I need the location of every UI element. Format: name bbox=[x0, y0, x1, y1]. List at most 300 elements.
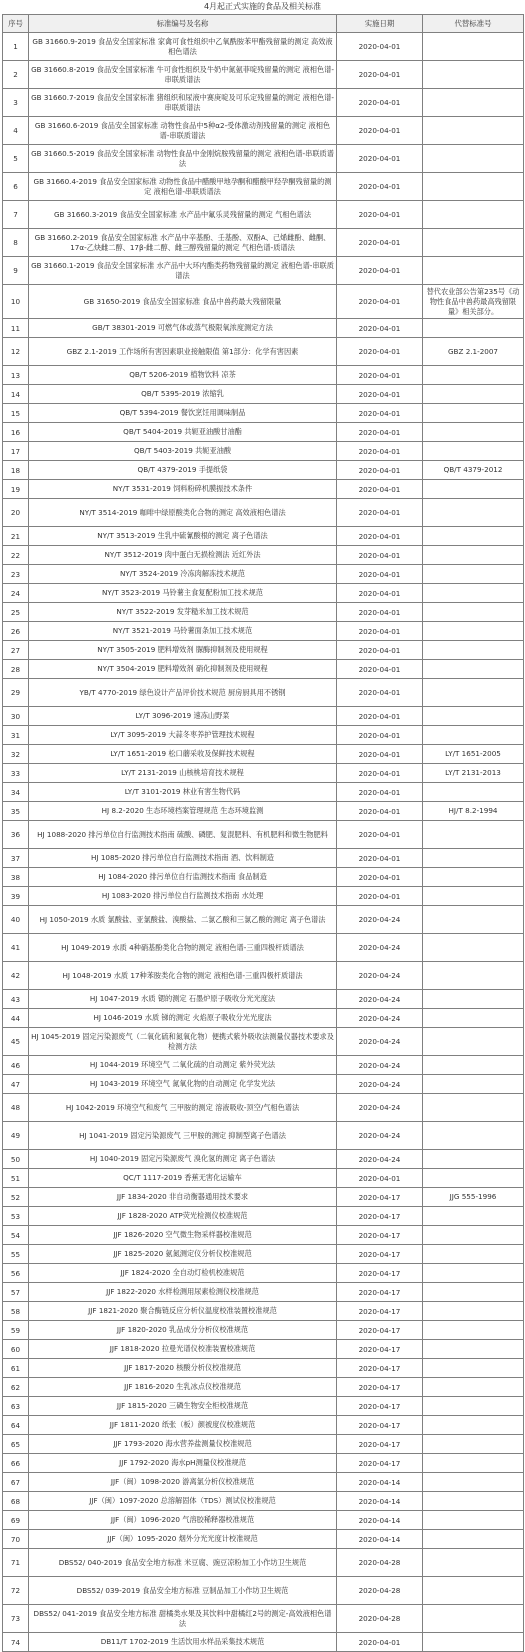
table-row bbox=[3, 1009, 524, 1028]
cell-date: 2020-04-01 bbox=[337, 565, 423, 584]
cell-no: 4 bbox=[3, 117, 29, 145]
cell-standard: QB/T 5394-2019 餐饮烹饪用调味制品 bbox=[29, 404, 337, 423]
cell-replace bbox=[423, 442, 524, 461]
cell-no: 52 bbox=[3, 1188, 29, 1207]
cell-date: 2020-04-24 bbox=[337, 962, 423, 990]
table-row bbox=[3, 1435, 524, 1454]
cell-date: 2020-04-01 bbox=[337, 145, 423, 173]
cell-no: 42 bbox=[3, 962, 29, 990]
cell-no: 33 bbox=[3, 764, 29, 783]
cell-standard: JJF 1811-2020 纸张（板）颜被度仪校准规范 bbox=[29, 1416, 337, 1435]
cell-no: 28 bbox=[3, 660, 29, 679]
table-row bbox=[3, 1340, 524, 1359]
cell-date: 2020-04-01 bbox=[337, 868, 423, 887]
cell-date: 2020-04-01 bbox=[337, 707, 423, 726]
cell-standard: GB 31660.7-2019 食品安全国家标准 猪组织和尿液中赛庚啶及可乐定残留量的测定 液相色谱-串联质谱法 bbox=[29, 89, 337, 117]
table-row bbox=[3, 480, 524, 499]
table-row bbox=[3, 1056, 524, 1075]
cell-replace: JJG 555-1996 bbox=[423, 1188, 524, 1207]
cell-standard: HJ 1041-2019 固定污染源废气 三甲胺的测定 抑制型离子色谱法 bbox=[29, 1122, 337, 1150]
cell-no: 56 bbox=[3, 1264, 29, 1283]
cell-replace bbox=[423, 641, 524, 660]
cell-no: 72 bbox=[3, 1577, 29, 1605]
cell-no: 24 bbox=[3, 584, 29, 603]
cell-date: 2020-04-01 bbox=[337, 366, 423, 385]
cell-no: 38 bbox=[3, 868, 29, 887]
table-row bbox=[3, 1075, 524, 1094]
cell-date: 2020-04-28 bbox=[337, 1549, 423, 1577]
cell-standard: LY/T 3095-2019 大蒜冬枣养护管理技术规程 bbox=[29, 726, 337, 745]
table-row bbox=[3, 1028, 524, 1056]
cell-replace bbox=[423, 61, 524, 89]
cell-standard: GB 31660.4-2019 食品安全国家标准 动物性食品中醋酸甲地孕酮和醋酸甲羟孕酮残留量的测定 液相色谱-串联质谱法 bbox=[29, 173, 337, 201]
table-row bbox=[3, 117, 524, 145]
cell-date: 2020-04-01 bbox=[337, 849, 423, 868]
cell-date: 2020-04-17 bbox=[337, 1359, 423, 1378]
cell-no: 53 bbox=[3, 1207, 29, 1226]
table-row bbox=[3, 201, 524, 229]
cell-date: 2020-04-01 bbox=[337, 726, 423, 745]
cell-no: 35 bbox=[3, 802, 29, 821]
cell-standard: GB 31660.9-2019 食品安全国家标准 家禽可食性组织中乙氧酰胺苯甲酯残留量的测定 高效液相色谱法 bbox=[29, 33, 337, 61]
cell-date: 2020-04-17 bbox=[337, 1245, 423, 1264]
cell-date: 2020-04-28 bbox=[337, 1577, 423, 1605]
table-row bbox=[3, 849, 524, 868]
table-row bbox=[3, 1150, 524, 1169]
cell-standard: HJ 1045-2019 固定污染源废气（二氧化硫和氮氧化物）便携式紫外吸收法测量仪器技术要求及检测方法 bbox=[29, 1028, 337, 1056]
cell-replace bbox=[423, 1302, 524, 1321]
cell-date: 2020-04-01 bbox=[337, 1169, 423, 1188]
cell-standard: JJF 1824-2020 全自动灯检机校准规范 bbox=[29, 1264, 337, 1283]
cell-date: 2020-04-14 bbox=[337, 1511, 423, 1530]
cell-date: 2020-04-24 bbox=[337, 1094, 423, 1122]
table-row bbox=[3, 1549, 524, 1577]
table-row bbox=[3, 1511, 524, 1530]
cell-standard: HJ 1044-2019 环境空气 二氧化硫的自动测定 紫外荧光法 bbox=[29, 1056, 337, 1075]
cell-date: 2020-04-01 bbox=[337, 257, 423, 285]
cell-date: 2020-04-01 bbox=[337, 319, 423, 338]
cell-no: 5 bbox=[3, 145, 29, 173]
cell-date: 2020-04-01 bbox=[337, 887, 423, 906]
table-row bbox=[3, 423, 524, 442]
cell-replace bbox=[423, 1009, 524, 1028]
table-row bbox=[3, 1321, 524, 1340]
table-row bbox=[3, 821, 524, 849]
cell-standard: NY/T 3504-2019 肥料增效剂 硝化抑制剂及使用规程 bbox=[29, 660, 337, 679]
cell-no: 30 bbox=[3, 707, 29, 726]
cell-replace bbox=[423, 1122, 524, 1150]
cell-replace bbox=[423, 229, 524, 257]
cell-standard: HJ 1085-2020 排污单位自行监测技术指南 酒、饮料制造 bbox=[29, 849, 337, 868]
cell-replace bbox=[423, 546, 524, 565]
cell-standard: GB 31660.1-2019 食品安全国家标准 水产品中大环内酯类药物残留量的测定 液相色谱-串联质谱法 bbox=[29, 257, 337, 285]
cell-no: 49 bbox=[3, 1122, 29, 1150]
cell-date: 2020-04-24 bbox=[337, 934, 423, 962]
cell-date: 2020-04-17 bbox=[337, 1188, 423, 1207]
cell-replace bbox=[423, 887, 524, 906]
table-row bbox=[3, 1359, 524, 1378]
cell-no: 36 bbox=[3, 821, 29, 849]
cell-no: 34 bbox=[3, 783, 29, 802]
cell-standard: LY/T 2131-2019 山核桃培育技术规程 bbox=[29, 764, 337, 783]
cell-date: 2020-04-17 bbox=[337, 1416, 423, 1435]
table-header-row bbox=[3, 15, 524, 33]
cell-standard: NY/T 3522-2019 发芽糙米加工技术规范 bbox=[29, 603, 337, 622]
cell-no: 23 bbox=[3, 565, 29, 584]
cell-standard: NY/T 3512-2019 肉中蛋白无损检测法 近红外法 bbox=[29, 546, 337, 565]
cell-date: 2020-04-01 bbox=[337, 461, 423, 480]
cell-no: 3 bbox=[3, 89, 29, 117]
cell-no: 62 bbox=[3, 1378, 29, 1397]
cell-no: 12 bbox=[3, 338, 29, 366]
table-row bbox=[3, 338, 524, 366]
table-row bbox=[3, 1397, 524, 1416]
cell-standard: JJF 1834-2020 非自动衡器通用技术要求 bbox=[29, 1188, 337, 1207]
cell-replace bbox=[423, 622, 524, 641]
cell-standard: GB 31660.6-2019 食品安全国家标准 动物性食品中5种α2-受体激动剂残留量的测定 液相色谱-串联质谱法 bbox=[29, 117, 337, 145]
cell-date: 2020-04-24 bbox=[337, 990, 423, 1009]
table-row bbox=[3, 366, 524, 385]
cell-standard: JJF（闽）1097-2020 总溶解固体（TDS）测试仪校准规范 bbox=[29, 1492, 337, 1511]
cell-standard: GB 31660.5-2019 食品安全国家标准 动物性食品中金刚烷胺残留量的测定 液相色谱-串联质谱法 bbox=[29, 145, 337, 173]
cell-date: 2020-04-24 bbox=[337, 1028, 423, 1056]
table-row bbox=[3, 61, 524, 89]
cell-standard: HJ 1046-2019 水质 锑的测定 火焰原子吸收分光光度法 bbox=[29, 1009, 337, 1028]
cell-no: 18 bbox=[3, 461, 29, 480]
cell-replace bbox=[423, 145, 524, 173]
cell-replace bbox=[423, 527, 524, 546]
cell-no: 64 bbox=[3, 1416, 29, 1435]
cell-standard: YB/T 4770-2019 绿色设计产品评价技术规范 厨房厨具用不锈钢 bbox=[29, 679, 337, 707]
cell-replace bbox=[423, 1416, 524, 1435]
table-row bbox=[3, 1605, 524, 1633]
cell-replace bbox=[423, 1340, 524, 1359]
cell-replace bbox=[423, 173, 524, 201]
cell-standard: LY/T 1651-2019 松口蘑采收及保鲜技术规程 bbox=[29, 745, 337, 764]
cell-date: 2020-04-01 bbox=[337, 385, 423, 404]
table-row bbox=[3, 1577, 524, 1605]
cell-replace bbox=[423, 201, 524, 229]
header-date: 实施日期 bbox=[337, 15, 423, 33]
cell-replace bbox=[423, 366, 524, 385]
cell-standard: GB 31660.8-2019 食品安全国家标准 牛可食性组织及牛奶中氮氨菲啶残留量的测定 液相色谱-串联质谱法 bbox=[29, 61, 337, 89]
cell-replace bbox=[423, 1226, 524, 1245]
cell-replace bbox=[423, 1530, 524, 1549]
cell-date: 2020-04-14 bbox=[337, 1492, 423, 1511]
cell-standard: JJF 1816-2020 生乳冰点仪校准规范 bbox=[29, 1378, 337, 1397]
cell-standard: NY/T 3531-2019 饲料粉碎机膜振技术条件 bbox=[29, 480, 337, 499]
table-row bbox=[3, 1207, 524, 1226]
cell-replace bbox=[423, 1633, 524, 1652]
cell-standard: JJF（闽）1096-2020 气溶胶稀释器校准规范 bbox=[29, 1511, 337, 1530]
cell-date: 2020-04-01 bbox=[337, 33, 423, 61]
cell-date: 2020-04-01 bbox=[337, 404, 423, 423]
table-row bbox=[3, 1094, 524, 1122]
table-row bbox=[3, 285, 524, 319]
cell-date: 2020-04-01 bbox=[337, 802, 423, 821]
cell-date: 2020-04-01 bbox=[337, 338, 423, 366]
table-row bbox=[3, 1378, 524, 1397]
cell-replace bbox=[423, 1359, 524, 1378]
cell-standard: JJF 1817-2020 核酸分析仪校准规范 bbox=[29, 1359, 337, 1378]
cell-replace bbox=[423, 404, 524, 423]
cell-replace bbox=[423, 1378, 524, 1397]
cell-date: 2020-04-01 bbox=[337, 173, 423, 201]
cell-date: 2020-04-01 bbox=[337, 584, 423, 603]
cell-standard: JJF（闽）1095-2020 烟外分光光度计校准规范 bbox=[29, 1530, 337, 1549]
cell-standard: NY/T 3513-2019 生乳中硫氰酸根的测定 离子色谱法 bbox=[29, 527, 337, 546]
cell-replace bbox=[423, 821, 524, 849]
cell-no: 70 bbox=[3, 1530, 29, 1549]
cell-no: 74 bbox=[3, 1633, 29, 1652]
cell-standard: GB 31660.2-2019 食品安全国家标准 水产品中辛基酚、壬基酚、双酚A、己烯雌酚、雌酮、17α-乙炔雌二醇、17β-雌二醇、雌三醇残留量的测定 气相色谱-质谱法 bbox=[29, 229, 337, 257]
table-row bbox=[3, 641, 524, 660]
cell-standard: HJ 1049-2019 水质 4种硝基酚类化合物的测定 液相色谱-三重四极杆质谱法 bbox=[29, 934, 337, 962]
cell-standard: JJF 1792-2020 海水pH测量仪校准规范 bbox=[29, 1454, 337, 1473]
cell-date: 2020-04-01 bbox=[337, 622, 423, 641]
cell-date: 2020-04-17 bbox=[337, 1397, 423, 1416]
cell-no: 9 bbox=[3, 257, 29, 285]
cell-date: 2020-04-01 bbox=[337, 546, 423, 565]
cell-standard: QC/T 1117-2019 香蕉无害化运输车 bbox=[29, 1169, 337, 1188]
cell-standard: HJ 1084-2020 排污单位自行监测技术指南 食品制造 bbox=[29, 868, 337, 887]
cell-replace: 替代农业部公告第235号《动物性食品中兽药最高残留限量》相关部分。 bbox=[423, 285, 524, 319]
cell-no: 10 bbox=[3, 285, 29, 319]
table-row bbox=[3, 783, 524, 802]
table-row bbox=[3, 603, 524, 622]
cell-standard: HJ 1043-2019 环境空气 氮氧化物的自动测定 化学发光法 bbox=[29, 1075, 337, 1094]
cell-standard: QB/T 5206-2019 植物饮料 凉茶 bbox=[29, 366, 337, 385]
cell-date: 2020-04-17 bbox=[337, 1302, 423, 1321]
table-row bbox=[3, 1302, 524, 1321]
cell-date: 2020-04-01 bbox=[337, 764, 423, 783]
cell-date: 2020-04-01 bbox=[337, 1633, 423, 1652]
cell-date: 2020-04-01 bbox=[337, 61, 423, 89]
cell-date: 2020-04-01 bbox=[337, 783, 423, 802]
cell-no: 63 bbox=[3, 1397, 29, 1416]
cell-no: 44 bbox=[3, 1009, 29, 1028]
cell-no: 47 bbox=[3, 1075, 29, 1094]
table-row bbox=[3, 802, 524, 821]
table-caption: 4月起正式实施的食品及相关标准 bbox=[203, 2, 322, 11]
cell-no: 71 bbox=[3, 1549, 29, 1577]
cell-date: 2020-04-28 bbox=[337, 1605, 423, 1633]
cell-no: 54 bbox=[3, 1226, 29, 1245]
cell-replace bbox=[423, 1397, 524, 1416]
cell-no: 7 bbox=[3, 201, 29, 229]
cell-no: 29 bbox=[3, 679, 29, 707]
table-row bbox=[3, 527, 524, 546]
cell-replace bbox=[423, 679, 524, 707]
table-row bbox=[3, 1264, 524, 1283]
table-row bbox=[3, 1530, 524, 1549]
cell-date: 2020-04-17 bbox=[337, 1321, 423, 1340]
table-row bbox=[3, 1122, 524, 1150]
cell-standard: HJ 8.2-2020 生态环境档案管理规范 生态环境监测 bbox=[29, 802, 337, 821]
cell-replace bbox=[423, 1577, 524, 1605]
cell-replace: GBZ 2.1-2007 bbox=[423, 338, 524, 366]
cell-no: 19 bbox=[3, 480, 29, 499]
cell-date: 2020-04-01 bbox=[337, 480, 423, 499]
cell-no: 2 bbox=[3, 61, 29, 89]
table-row bbox=[3, 1169, 524, 1188]
cell-standard: HJ 1040-2019 固定污染源废气 溴化氢的测定 离子色谱法 bbox=[29, 1150, 337, 1169]
cell-no: 68 bbox=[3, 1492, 29, 1511]
cell-no: 8 bbox=[3, 229, 29, 257]
cell-standard: NY/T 3524-2019 冷冻肉解冻技术规范 bbox=[29, 565, 337, 584]
cell-replace bbox=[423, 934, 524, 962]
cell-no: 60 bbox=[3, 1340, 29, 1359]
table-row bbox=[3, 442, 524, 461]
table-row bbox=[3, 887, 524, 906]
cell-standard: JJF 1793-2020 海水营养盐测量仪校准规范 bbox=[29, 1435, 337, 1454]
cell-standard: QB/T 5403-2019 共轭亚油酸 bbox=[29, 442, 337, 461]
cell-replace bbox=[423, 726, 524, 745]
cell-date: 2020-04-01 bbox=[337, 117, 423, 145]
cell-date: 2020-04-01 bbox=[337, 660, 423, 679]
cell-date: 2020-04-24 bbox=[337, 1122, 423, 1150]
cell-no: 14 bbox=[3, 385, 29, 404]
table-row bbox=[3, 1245, 524, 1264]
cell-standard: QB/T 4379-2019 手提纸袋 bbox=[29, 461, 337, 480]
cell-replace bbox=[423, 603, 524, 622]
table-row bbox=[3, 726, 524, 745]
cell-date: 2020-04-01 bbox=[337, 745, 423, 764]
cell-date: 2020-04-01 bbox=[337, 201, 423, 229]
cell-no: 55 bbox=[3, 1245, 29, 1264]
cell-no: 17 bbox=[3, 442, 29, 461]
cell-date: 2020-04-17 bbox=[337, 1283, 423, 1302]
cell-standard: JJF 1828-2020 ATP荧光检测仪校准规范 bbox=[29, 1207, 337, 1226]
cell-replace bbox=[423, 1207, 524, 1226]
cell-no: 65 bbox=[3, 1435, 29, 1454]
table-row bbox=[3, 385, 524, 404]
cell-standard: HJ 1050-2019 水质 氯酸盐、亚氯酸盐、溴酸盐、二氯乙酸和三氯乙酸的测定 离子色谱法 bbox=[29, 906, 337, 934]
cell-standard: QB/T 5404-2019 共轭亚油酸甘油酯 bbox=[29, 423, 337, 442]
cell-standard: DBS52/ 041-2019 食品安全地方标准 甜橘类水果及其饮料中甜橘红2号的测定-高效液相色谱法 bbox=[29, 1605, 337, 1633]
table-row bbox=[3, 565, 524, 584]
cell-standard: NY/T 3521-2019 马铃薯面条加工技术规范 bbox=[29, 622, 337, 641]
cell-replace bbox=[423, 319, 524, 338]
cell-no: 51 bbox=[3, 1169, 29, 1188]
table-row bbox=[3, 584, 524, 603]
table-row bbox=[3, 679, 524, 707]
cell-no: 61 bbox=[3, 1359, 29, 1378]
cell-date: 2020-04-17 bbox=[337, 1207, 423, 1226]
cell-replace bbox=[423, 385, 524, 404]
cell-standard: GB 31660.3-2019 食品安全国家标准 水产品中氟乐灵残留量的测定 气相色谱法 bbox=[29, 201, 337, 229]
table-row bbox=[3, 622, 524, 641]
cell-replace: LY/T 2131-2013 bbox=[423, 764, 524, 783]
cell-date: 2020-04-01 bbox=[337, 641, 423, 660]
table-row bbox=[3, 1416, 524, 1435]
cell-date: 2020-04-14 bbox=[337, 1473, 423, 1492]
table-row bbox=[3, 1226, 524, 1245]
cell-standard: QB/T 5395-2019 浓缩乳 bbox=[29, 385, 337, 404]
cell-date: 2020-04-24 bbox=[337, 1150, 423, 1169]
cell-standard: DBS52/ 039-2019 食品安全地方标准 豆制品加工小作坊卫生规范 bbox=[29, 1577, 337, 1605]
cell-replace bbox=[423, 584, 524, 603]
cell-replace bbox=[423, 1473, 524, 1492]
cell-replace bbox=[423, 1028, 524, 1056]
table-row bbox=[3, 1283, 524, 1302]
table-row bbox=[3, 764, 524, 783]
cell-standard: JJF 1826-2020 空气微生物采样器校准规范 bbox=[29, 1226, 337, 1245]
table-row bbox=[3, 89, 524, 117]
cell-standard: JJF 1821-2020 聚合酶链反应分析仪温度校准装置校准规范 bbox=[29, 1302, 337, 1321]
cell-replace bbox=[423, 33, 524, 61]
table-row bbox=[3, 1473, 524, 1492]
cell-no: 69 bbox=[3, 1511, 29, 1530]
cell-no: 66 bbox=[3, 1454, 29, 1473]
cell-replace bbox=[423, 660, 524, 679]
table-row bbox=[3, 33, 524, 61]
table-row bbox=[3, 229, 524, 257]
cell-no: 58 bbox=[3, 1302, 29, 1321]
cell-date: 2020-04-24 bbox=[337, 1056, 423, 1075]
cell-no: 13 bbox=[3, 366, 29, 385]
cell-replace bbox=[423, 1075, 524, 1094]
table-row bbox=[3, 1454, 524, 1473]
cell-replace bbox=[423, 1549, 524, 1577]
header-code: 标准编号及名称 bbox=[29, 15, 337, 33]
table-row bbox=[3, 319, 524, 338]
cell-no: 40 bbox=[3, 906, 29, 934]
cell-standard: HJ 1088-2020 排污单位自行监测技术指南 硫酸、磷肥、复混肥料、有机肥料和微生物肥料 bbox=[29, 821, 337, 849]
cell-date: 2020-04-01 bbox=[337, 285, 423, 319]
cell-replace: QB/T 4379-2012 bbox=[423, 461, 524, 480]
cell-standard: HJ 1047-2019 水质 锶的测定 石墨炉原子吸收分光光度法 bbox=[29, 990, 337, 1009]
cell-no: 50 bbox=[3, 1150, 29, 1169]
cell-no: 73 bbox=[3, 1605, 29, 1633]
cell-replace bbox=[423, 868, 524, 887]
cell-standard: GB 31650-2019 食品安全国家标准 食品中兽药最大残留限量 bbox=[29, 285, 337, 319]
cell-replace bbox=[423, 990, 524, 1009]
cell-date: 2020-04-24 bbox=[337, 906, 423, 934]
cell-standard: JJF 1818-2020 拉曼光谱仪校准装置校准规范 bbox=[29, 1340, 337, 1359]
cell-no: 31 bbox=[3, 726, 29, 745]
table-row bbox=[3, 906, 524, 934]
cell-no: 41 bbox=[3, 934, 29, 962]
table-body bbox=[3, 33, 524, 1652]
cell-replace bbox=[423, 257, 524, 285]
header-no: 序号 bbox=[3, 15, 29, 33]
cell-no: 6 bbox=[3, 173, 29, 201]
cell-replace bbox=[423, 1511, 524, 1530]
cell-standard: JJF（闽）1098-2020 游离氯分析仪校准规范 bbox=[29, 1473, 337, 1492]
cell-date: 2020-04-24 bbox=[337, 1075, 423, 1094]
cell-replace: LY/T 1651-2005 bbox=[423, 745, 524, 764]
cell-standard: JJF 1822-2020 水样检测用尿素检测仪校准规范 bbox=[29, 1283, 337, 1302]
cell-no: 27 bbox=[3, 641, 29, 660]
cell-replace bbox=[423, 783, 524, 802]
cell-standard: NY/T 3505-2019 肥料增效剂 脲酶抑制剂及使用规程 bbox=[29, 641, 337, 660]
cell-standard: NY/T 3523-2019 马铃薯主食复配粉加工技术规范 bbox=[29, 584, 337, 603]
table-row bbox=[3, 404, 524, 423]
cell-no: 37 bbox=[3, 849, 29, 868]
cell-date: 2020-04-17 bbox=[337, 1340, 423, 1359]
table-row bbox=[3, 1188, 524, 1207]
cell-replace bbox=[423, 1492, 524, 1511]
cell-standard: JJF 1825-2020 氨氮测定仪分析仪校准规范 bbox=[29, 1245, 337, 1264]
cell-no: 32 bbox=[3, 745, 29, 764]
cell-replace bbox=[423, 1283, 524, 1302]
table-row bbox=[3, 173, 524, 201]
table-row bbox=[3, 962, 524, 990]
cell-standard: JJF 1815-2020 三磷生物安全柜校准规范 bbox=[29, 1397, 337, 1416]
cell-no: 11 bbox=[3, 319, 29, 338]
cell-replace bbox=[423, 499, 524, 527]
